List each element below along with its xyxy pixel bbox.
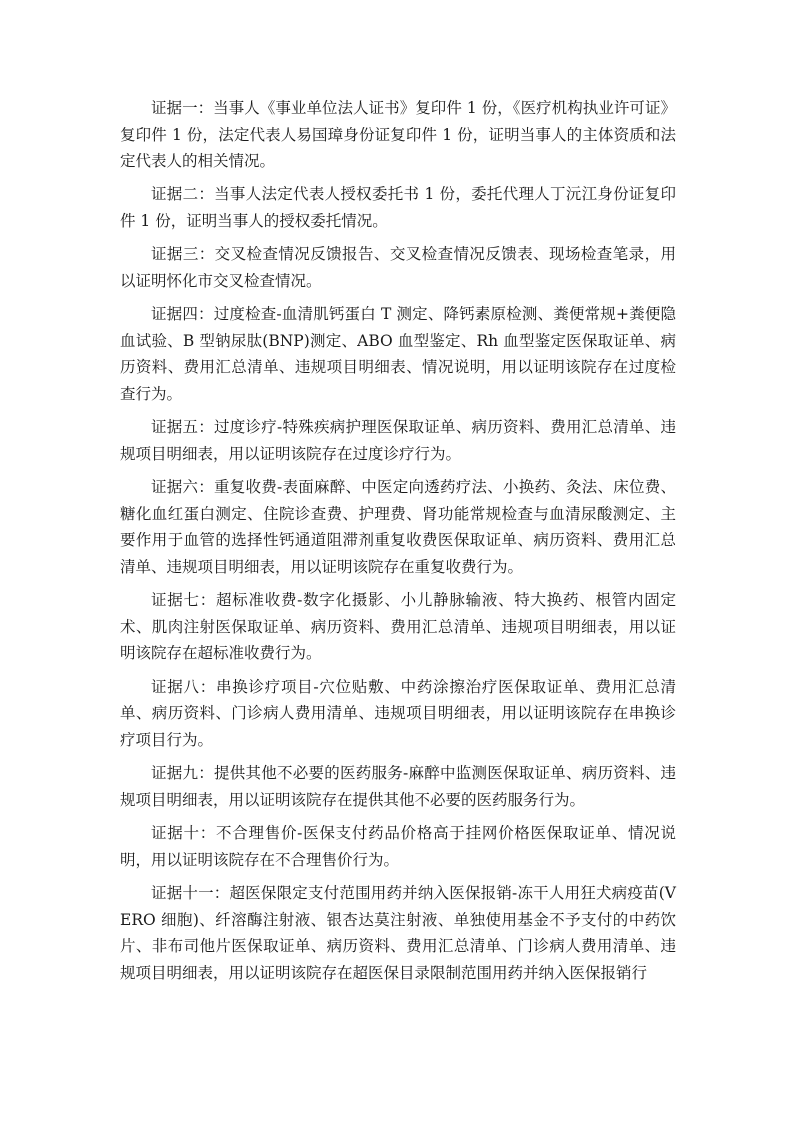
evidence-paragraph-4: 证据四：过度检查-血清肌钙蛋白 T 测定、降钙素原检测、粪便常规+粪便隐血试验、B 型钠尿肽(BNP)测定、ABO 血型鉴定、Rh 血型鉴定医保取证单、病历资料、费用汇总清单、违规项目明细表、情况说明，用以证明该院存在过度检查行为。	[120, 305, 676, 403]
evidence-paragraph-2: 证据二：当事人法定代表人授权委托书 1 份，委托代理人丁沅江身份证复印件 1 份，证明当事人的授权委托情况。	[120, 185, 676, 231]
evidence-paragraph-11: 证据十一：超医保限定支付范围用药并纳入医保报销-冻干人用狂犬病疫苗(VERO 细胞)、纤溶酶注射液、银杏达莫注射液、单独使用基金不予支付的中药饮片、非布司他片医保取证单、病历资料、费用汇总清单、门诊病人费用清单、违规项目明细表，用以证明该院存在超医保目录限制范围用药并纳入医保报销行	[120, 883, 676, 982]
evidence-paragraph-3: 证据三：交叉检查情况反馈报告、交叉检查情况反馈表、现场检查笔录，用以证明怀化市交叉检查情况。	[120, 245, 676, 290]
document-body	[120, 95, 676, 993]
evidence-paragraph-1: 证据一：当事人《事业单位法人证书》复印件 1 份，《医疗机构执业许可证》复印件 1 份，法定代表人易国璋身份证复印件 1 份，证明当事人的主体资质和法定代表人的相关情况。	[120, 99, 676, 171]
evidence-paragraph-7: 证据七：超标准收费-数字化摄影、小儿静脉输液、特大换药、根管内固定术、肌肉注射医保取证单、病历资料、费用汇总清单、违规项目明细表，用以证明该院存在超标准收费行为。	[120, 591, 676, 663]
evidence-paragraph-8: 证据八：串换诊疗项目-穴位贴敷、中药涂擦治疗医保取证单、费用汇总清单、病历资料、门诊病人费用清单、违规项目明细表，用以证明该院存在串换诊疗项目行为。	[120, 677, 676, 749]
evidence-paragraph-6: 证据六：重复收费-表面麻醉、中医定向透药疗法、小换药、灸法、床位费、糖化血红蛋白测定、住院诊查费、护理费、肾功能常规检查与血清尿酸测定、主要作用于血管的选择性钙通道阻滞剂重复收费医保取证单、病历资料、费用汇总清单、违规项目明细表，用以证明该院存在重复收费行为。	[120, 478, 676, 576]
evidence-paragraph-9: 证据九：提供其他不必要的医药服务-麻醉中监测医保取证单、病历资料、违规项目明细表，用以证明该院存在提供其他不必要的医药服务行为。	[120, 764, 676, 809]
evidence-paragraph-10: 证据十：不合理售价-医保支付药品价格高于挂网价格医保取证单、情况说明，用以证明该院存在不合理售价行为。	[120, 824, 676, 869]
evidence-paragraph-5: 证据五：过度诊疗-特殊疾病护理医保取证单、病历资料、费用汇总清单、违规项目明细表，用以证明该院存在过度诊疗行为。	[120, 418, 676, 463]
